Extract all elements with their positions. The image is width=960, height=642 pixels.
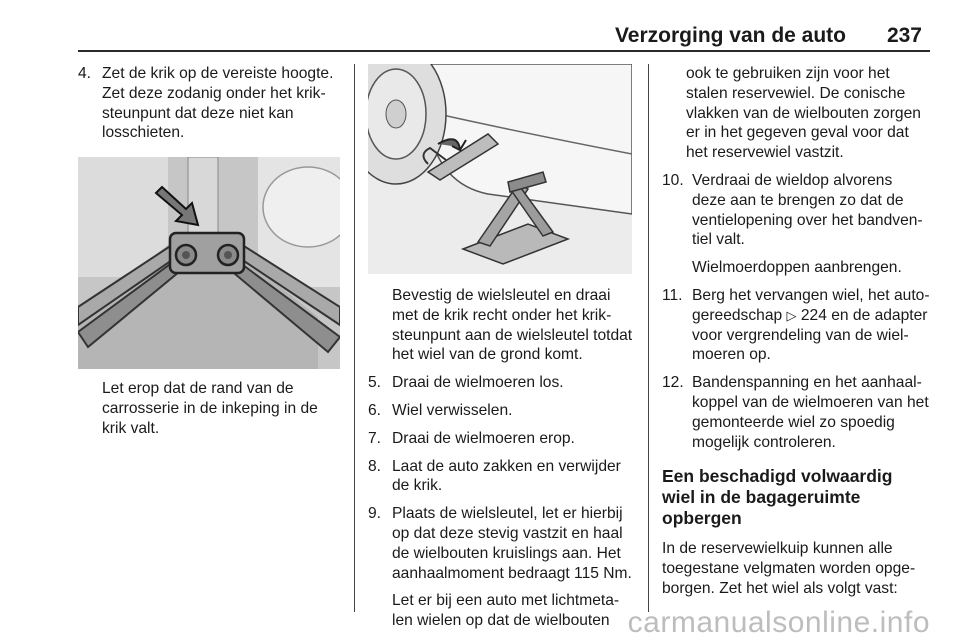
figure-caption: Let erop dat de rand van de carrosserie in de inkeping in de krik valt. xyxy=(102,380,318,437)
section-paragraph: In de reservewielkuip kunnen alle toegestane velgmaten worden opge-borgen. Zet het wiel als volgt vast: xyxy=(662,540,916,597)
step-text-part: Berg het vervangen wiel, het auto-gereedschap xyxy=(692,286,930,324)
step-number: 9. xyxy=(368,505,382,523)
step-text: Wiel verwisselen. xyxy=(392,401,513,419)
step-4 xyxy=(78,64,340,143)
jack-under-car-figure xyxy=(368,64,632,274)
step-6 xyxy=(368,401,636,421)
page-number: 237 xyxy=(886,24,922,47)
jack-closeup-illustration xyxy=(78,157,340,369)
column-1 xyxy=(78,64,340,447)
step-text: Verdraai de wieldop alvorens deze aan te brengen zo dat de ventielopening over het bandven-tiel valt. xyxy=(692,171,923,249)
step-number: 5. xyxy=(368,374,382,392)
step-number: 6. xyxy=(368,401,382,419)
column-2 xyxy=(368,64,636,639)
step-number: 8. xyxy=(368,457,382,475)
step-number: 4. xyxy=(78,65,92,82)
watermark: carmanualsonline.info xyxy=(627,606,930,639)
step-text xyxy=(692,286,930,365)
jack-closeup-figure xyxy=(78,157,340,369)
step-number: 11. xyxy=(662,286,683,304)
step-9-note: Let er bij een auto met lichtmeta-len wielen op dat de wielbouten xyxy=(392,592,620,630)
step-11 xyxy=(662,286,930,365)
jack-under-car-illustration xyxy=(368,64,632,274)
page-reference-link[interactable]: 224 xyxy=(800,306,827,324)
step-8 xyxy=(368,457,636,497)
step-text-part: en de adapter voor vergrendeling van de wiel-moeren op. xyxy=(692,306,928,364)
step-10 xyxy=(662,171,930,250)
step-number: 10. xyxy=(662,171,684,189)
page-title: Verzorging van de auto xyxy=(614,24,846,47)
step-7 xyxy=(368,429,636,449)
step-text: Laat de auto zakken en verwijder de krik. xyxy=(392,457,621,495)
column-divider xyxy=(354,64,355,612)
page-reference-icon: ▷ xyxy=(786,307,797,323)
page-header xyxy=(78,0,930,52)
step-10-note: Wielmoerdoppen aanbrengen. xyxy=(692,259,902,277)
step-9-continuation: ook te gebruiken zijn voor het stalen reservewiel. De conische vlakken van de wielbouten zorgen er in het gegeven geval voor dat het reservewiel vastzit. xyxy=(686,65,921,162)
step-text: Plaats de wielsleutel, let er hierbij op dat deze stevig vastzit en haal de wielbouten kruislings aan. Het aanhaalmoment bedraagt 115 Nm. xyxy=(392,505,632,582)
step-5 xyxy=(368,373,636,393)
step-text: Draai de wielmoeren erop. xyxy=(392,429,575,447)
step-text: Bandenspanning en het aanhaal-koppel van de wielmoeren van het gemonteerde wiel zo spoedig mogelijk controleren. xyxy=(692,374,929,451)
section-heading: Een beschadigd volwaardig wiel in de bagageruimte opbergen xyxy=(662,466,893,529)
column-3 xyxy=(662,64,930,607)
step-text: Draai de wielmoeren los. xyxy=(392,374,564,392)
column-divider xyxy=(648,64,649,612)
step-text: Zet de krik op de vereiste hoogte. Zet deze zodanig onder het krik-steunpunt dat deze niet kan losschieten. xyxy=(102,65,334,142)
step-number: 7. xyxy=(368,429,382,447)
figure-caption: Bevestig de wielsleutel en draai met de krik recht onder het krik-steunpunt aan de wielsleutel totdat het wiel van de grond komt. xyxy=(392,287,633,364)
step-number: 12. xyxy=(662,374,684,392)
step-12 xyxy=(662,373,930,452)
step-9 xyxy=(368,504,636,583)
